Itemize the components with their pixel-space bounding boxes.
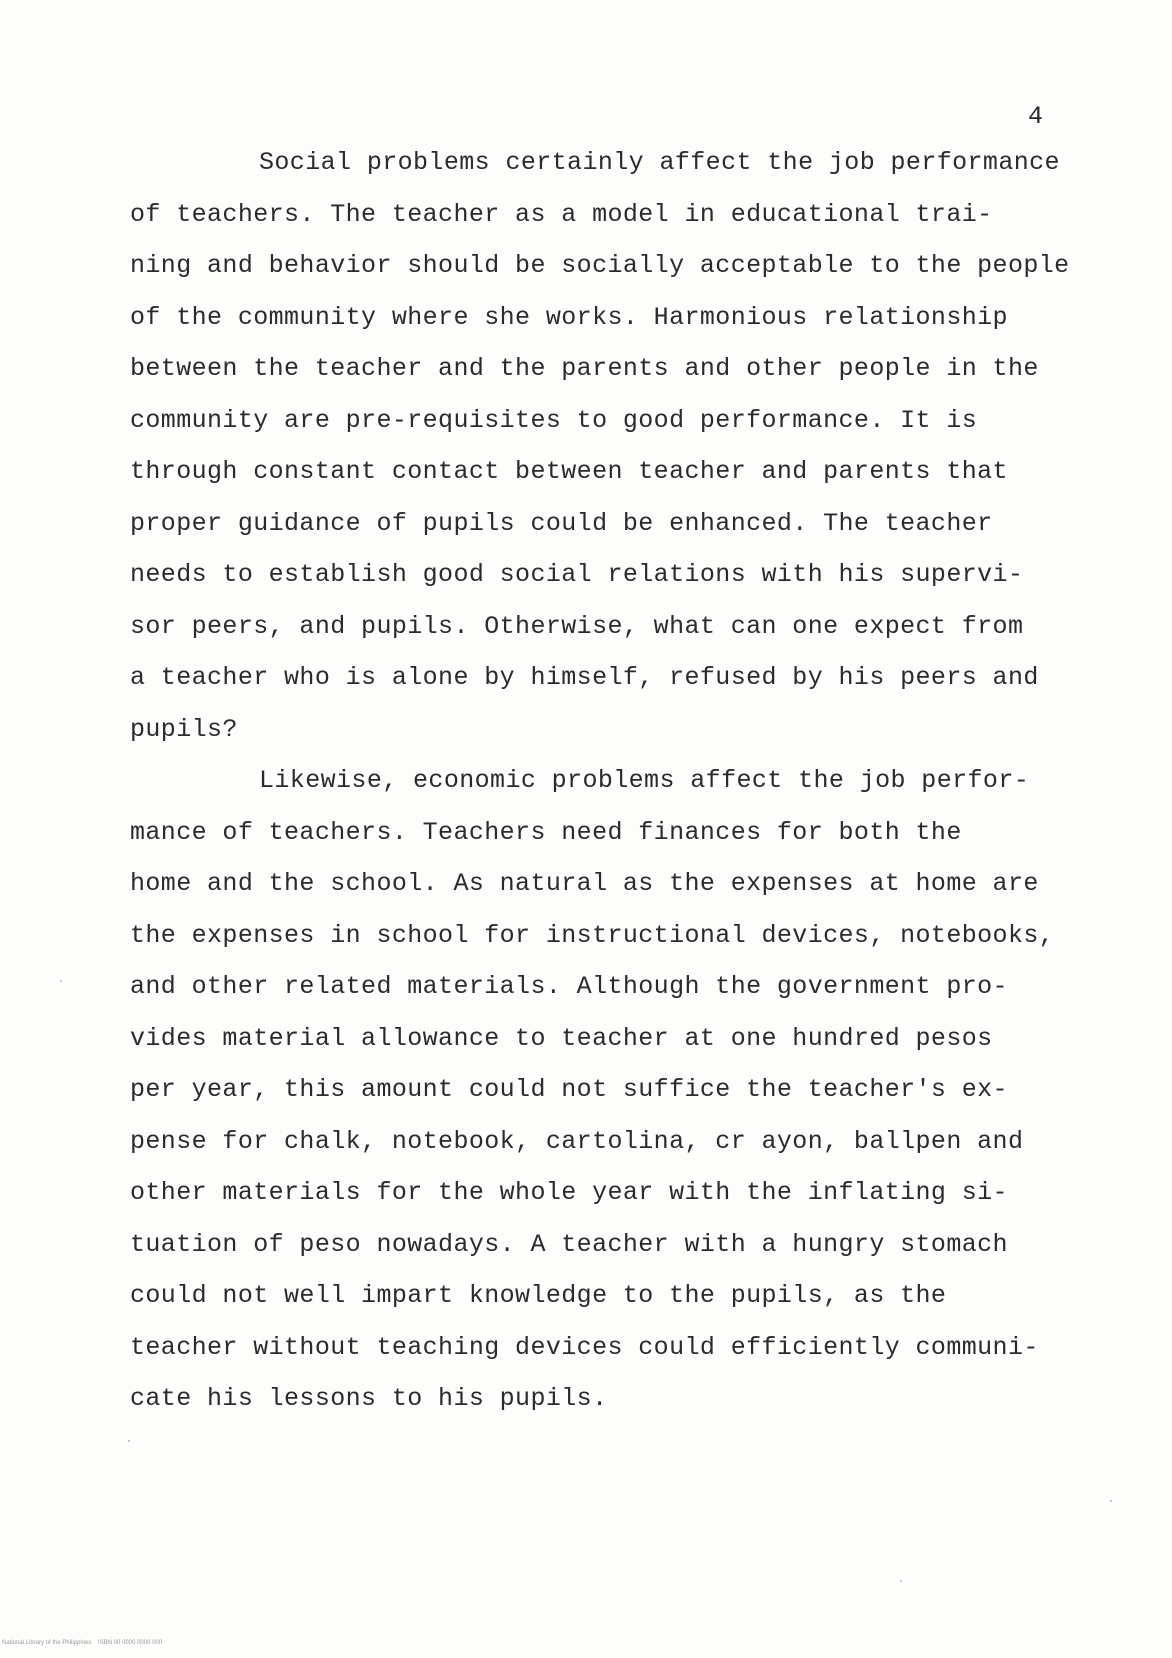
text-line: home and the school. As natural as the expenses at home are xyxy=(130,869,1039,898)
text-line: ning and behavior should be socially acceptable to the people xyxy=(130,251,1070,280)
scan-footer: National Library of the Philippines ISBN 00 0000 0000 000 xyxy=(2,1640,163,1646)
page-number: 4 xyxy=(1028,102,1045,131)
text-line: vides material allowance to teacher at one hundred pesos xyxy=(130,1024,993,1053)
text-line: proper guidance of pupils could be enhanced. The teacher xyxy=(130,509,993,538)
text-line: pense for chalk, notebook, cartolina, cr ayon, ballpen and xyxy=(130,1127,1024,1156)
text-line: and other related materials. Although the government pro- xyxy=(130,972,1008,1001)
text-line: Likewise, economic problems affect the job perfor- xyxy=(259,766,1030,795)
text-line: per year, this amount could not suffice the teacher's ex- xyxy=(130,1075,1008,1104)
text-line: other materials for the whole year with the inflating si- xyxy=(130,1178,1008,1207)
scan-speck xyxy=(60,980,62,982)
text-line: of teachers. The teacher as a model in educational trai- xyxy=(130,200,993,229)
text-line: tuation of peso nowadays. A teacher with a hungry stomach xyxy=(130,1230,1008,1259)
text-line: community are pre-requisites to good performance. It is xyxy=(130,406,978,435)
text-line: teacher without teaching devices could efficiently communi- xyxy=(130,1333,1039,1362)
text-line: cate his lessons to his pupils. xyxy=(130,1384,608,1413)
scan-speck xyxy=(128,1440,130,1442)
text-line: pupils? xyxy=(130,715,238,744)
text-line: between the teacher and the parents and other people in the xyxy=(130,354,1039,383)
text-line: could not well impart knowledge to the pupils, as the xyxy=(130,1281,947,1310)
text-line: needs to establish good social relations with his supervi- xyxy=(130,560,1024,589)
scan-speck xyxy=(1110,1500,1112,1502)
text-line: the expenses in school for instructional devices, notebooks, xyxy=(130,921,1055,950)
scan-speck xyxy=(900,1580,902,1582)
text-line: a teacher who is alone by himself, refused by his peers and xyxy=(130,663,1039,692)
text-line: of the community where she works. Harmonious relationship xyxy=(130,303,1008,332)
text-line: Social problems certainly affect the job performance xyxy=(259,148,1060,177)
text-line: through constant contact between teacher and parents that xyxy=(130,457,1008,486)
text-line: mance of teachers. Teachers need finances for both the xyxy=(130,818,962,847)
text-line: sor peers, and pupils. Otherwise, what can one expect from xyxy=(130,612,1024,641)
